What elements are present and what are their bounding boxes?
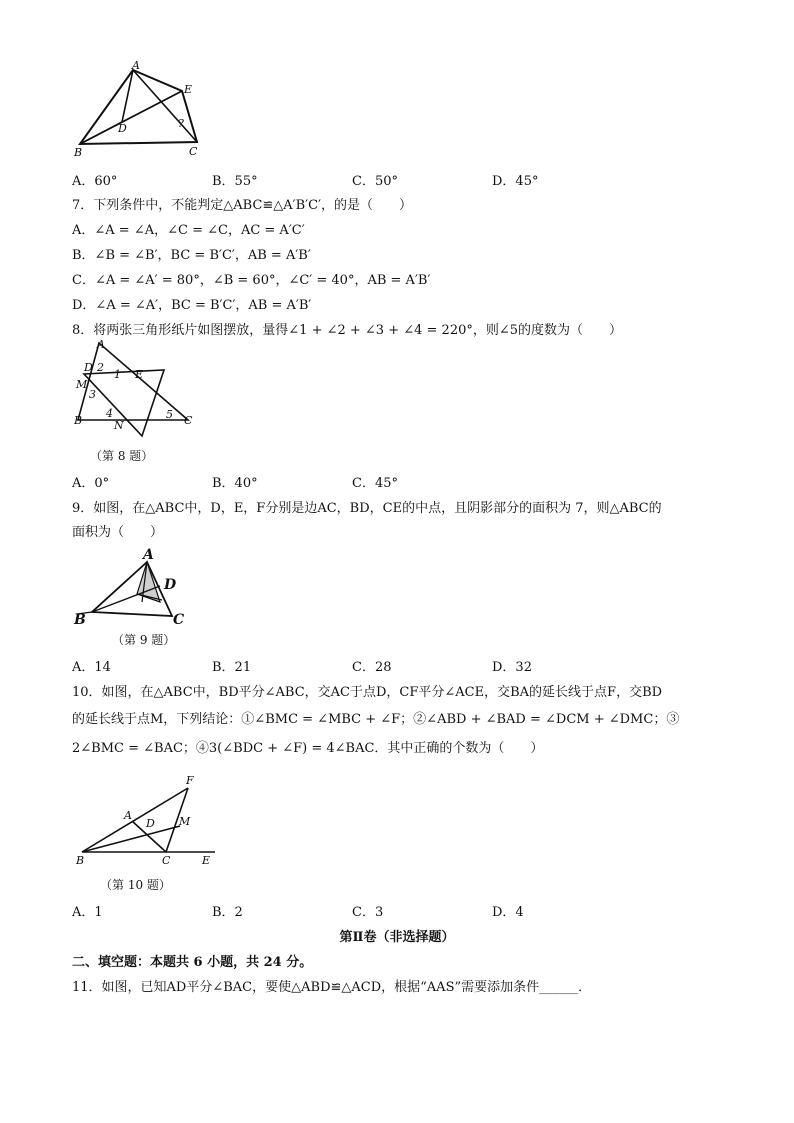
q8-caption: （第 8 题） <box>90 449 154 463</box>
q10-label-b: B <box>76 854 85 867</box>
q8-label-4: 4 <box>106 407 113 420</box>
q10-label-e: E <box>202 854 211 867</box>
q6-figure <box>72 59 212 159</box>
q6-label-d: D <box>118 122 127 135</box>
q10-option-b[interactable]: B．2 <box>212 905 243 920</box>
q9-option-a[interactable]: A．14 <box>72 660 111 675</box>
q8-label-e: E <box>135 368 144 381</box>
q6-option-c[interactable]: C．50° <box>352 174 398 189</box>
q8-option-b[interactable]: B．40° <box>212 476 258 491</box>
q8-label-a: A <box>97 338 105 351</box>
q9-option-d[interactable]: D．32 <box>492 660 532 675</box>
part-2-heading: 二、填空题：本题共 6 小题，共 24 分。 <box>72 955 313 970</box>
q9-option-c[interactable]: C．28 <box>352 660 392 675</box>
q9-stem-line2: 面积为（ ） <box>72 525 164 540</box>
q8-label-m: M <box>76 378 88 391</box>
q10-line3: 2∠BMC = ∠BAC；④3(∠BDC + ∠F) = 4∠BAC．其中正确的个数为（ ） <box>72 741 544 756</box>
q10-label-m: M <box>179 815 191 828</box>
q6-option-b[interactable]: B．55° <box>212 174 258 189</box>
q6-label-angle: ? <box>178 117 184 130</box>
q8-figure <box>72 338 202 438</box>
q10-line2: 的延长线于点M，下列结论：①∠BMC = ∠MBC + ∠F；②∠ABD + ∠BAD = ∠DCM + ∠DMC；③ <box>72 712 680 727</box>
q9-figure <box>72 542 202 632</box>
q8-label-b: B <box>74 414 83 427</box>
q8-option-a[interactable]: A．0° <box>72 476 110 491</box>
q7-stem: 7．下列条件中，不能判定△ABC≌△A′B′C′，的是（ ） <box>72 198 413 213</box>
q6-label-c: C <box>189 145 198 158</box>
q10-label-f: F <box>186 774 194 787</box>
q10-option-c[interactable]: C．3 <box>352 905 384 920</box>
q8-label-1: 1 <box>114 368 121 381</box>
q8-label-5: 5 <box>166 408 173 421</box>
q9-label-a: A <box>143 547 154 563</box>
q10-figure <box>72 772 222 867</box>
q9-label-d: D <box>164 577 177 593</box>
q10-line1: 10．如图，在△ABC中，BD平分∠ABC，交AC于点D，CF平分∠ACE，交BA的延长线于点F，交BD <box>72 685 663 700</box>
q8-label-3: 3 <box>89 388 96 401</box>
q8-stem: 8．将两张三角形纸片如图摆放，量得∠1 + ∠2 + ∠3 + ∠4 = 220°，则∠5的度数为（ ） <box>72 323 623 338</box>
q6-label-a: A <box>132 59 140 72</box>
q10-label-c: C <box>162 854 171 867</box>
q10-label-d: D <box>146 817 155 830</box>
section-2-title: 第Ⅱ卷（非选择题） <box>339 930 455 945</box>
q9-option-b[interactable]: B．21 <box>212 660 252 675</box>
q6-option-a[interactable]: A．60° <box>72 174 118 189</box>
q7-choice-c[interactable]: C．∠A = ∠A′ = 80°，∠B = 60°，∠C′ = 40°，AB = A′B′ <box>72 273 431 288</box>
q7-choice-a[interactable]: A．∠A = ∠A，∠C = ∠C，AC = A′C′ <box>72 223 305 238</box>
q9-label-c: C <box>173 612 185 628</box>
q8-label-d: D <box>84 361 93 374</box>
q7-choice-b[interactable]: B．∠B = ∠B′，BC = B′C′，AB = A′B′ <box>72 248 311 263</box>
q10-option-a[interactable]: A．1 <box>72 905 103 920</box>
q10-caption: （第 10 题） <box>100 878 171 892</box>
q8-label-2: 2 <box>97 361 104 374</box>
q6-option-d[interactable]: D．45° <box>492 174 539 189</box>
q9-caption: （第 9 题） <box>112 633 176 647</box>
q11-stem: 11．如图，已知AD平分∠BAC，要使△ABD≌△ACD，根据“AAS”需要添加条件______． <box>72 980 592 995</box>
q10-option-d[interactable]: D．4 <box>492 905 524 920</box>
q7-choice-d[interactable]: D．∠A = ∠A′，BC = B′C′，AB = A′B′ <box>72 298 312 313</box>
q10-label-a: A <box>124 809 132 822</box>
q8-label-n: N <box>114 419 124 432</box>
q8-option-c[interactable]: C．45° <box>352 476 398 491</box>
q9-label-b: B <box>74 612 86 628</box>
q9-stem: 9．如图，在△ABC中，D，E，F分别是边AC，BD，CE的中点，且阴影部分的面积为 7，则△ABC的 <box>72 501 662 516</box>
q6-label-b: B <box>74 146 83 159</box>
q6-label-e: E <box>184 83 193 96</box>
q8-label-c: C <box>184 414 193 427</box>
